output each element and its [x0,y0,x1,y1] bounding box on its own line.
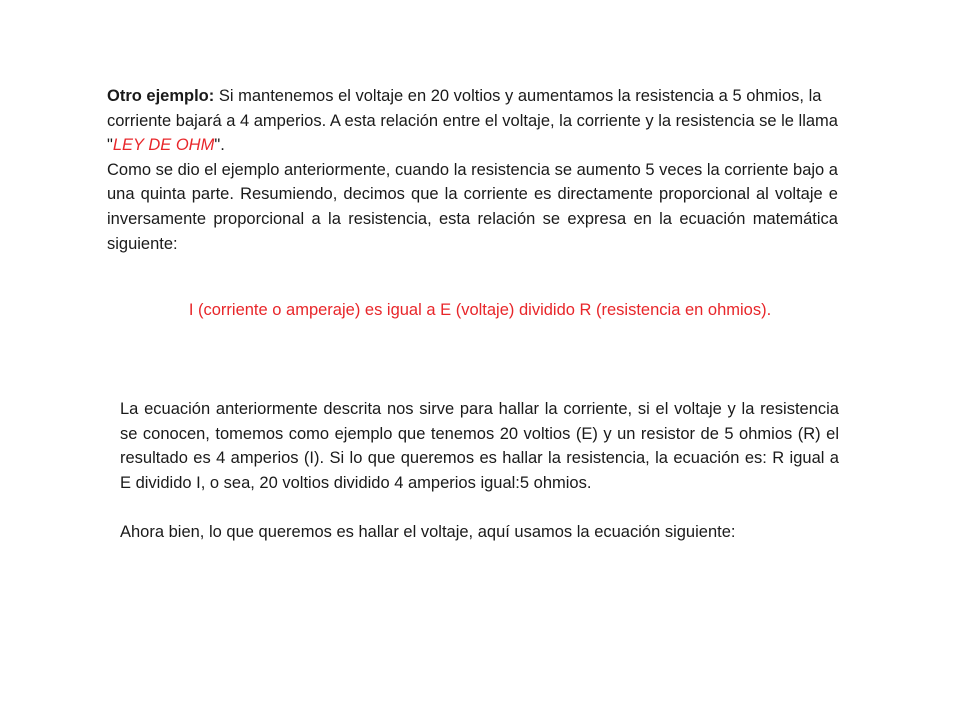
ohm-formula-text: I (corriente o amperaje) es igual a E (voltaje) dividido R (resistencia en ohmios). [188,301,772,319]
otro-ejemplo-label: Otro ejemplo: [107,87,215,105]
otro-ejemplo-text: Si mantenemos el voltaje en 20 voltios y aumentamos la resistencia a 5 ohmios, la corriente bajará a 4 amperios. A esta relación entre el voltaje, la corriente y la resistencia se le llama " [107,87,838,155]
ley-de-ohm-text: LEY DE OHM [112,136,215,155]
text-block-top [107,84,838,256]
paragraph-otro-ejemplo [107,84,838,158]
paragraph-spacer [120,495,839,520]
otro-ejemplo-closing: ". [214,136,225,155]
text-block-bottom [120,397,839,545]
paragraph-ecuacion: La ecuación anteriormente descrita nos sirve para hallar la corriente, si el voltaje y la resistencia se conocen, tomemos como ejemplo que tenemos 20 voltios (E) y un resistor de 5 ohmios (R) el resultado es 4 amperios (I). Si lo que queremos es hallar la resistencia, la ecuación es: R igual a E dividido I, o sea, 20 voltios dividido 4 amperios igual:5 ohmios. [120,400,839,492]
paragraph-resumen: Como se dio el ejemplo anteriormente, cuando la resistencia se aumento 5 veces la corriente bajo a una quinta parte. Resumiendo, decimos que la corriente es directamente proporcional al voltaje e inversamente proporcional a la resistencia, esta relación se expresa en la ecuación matemática siguiente: [107,160,838,253]
paragraph-hallar-voltaje: Ahora bien, lo que queremos es hallar el voltaje, aquí usamos la ecuación siguiente: [120,522,736,541]
